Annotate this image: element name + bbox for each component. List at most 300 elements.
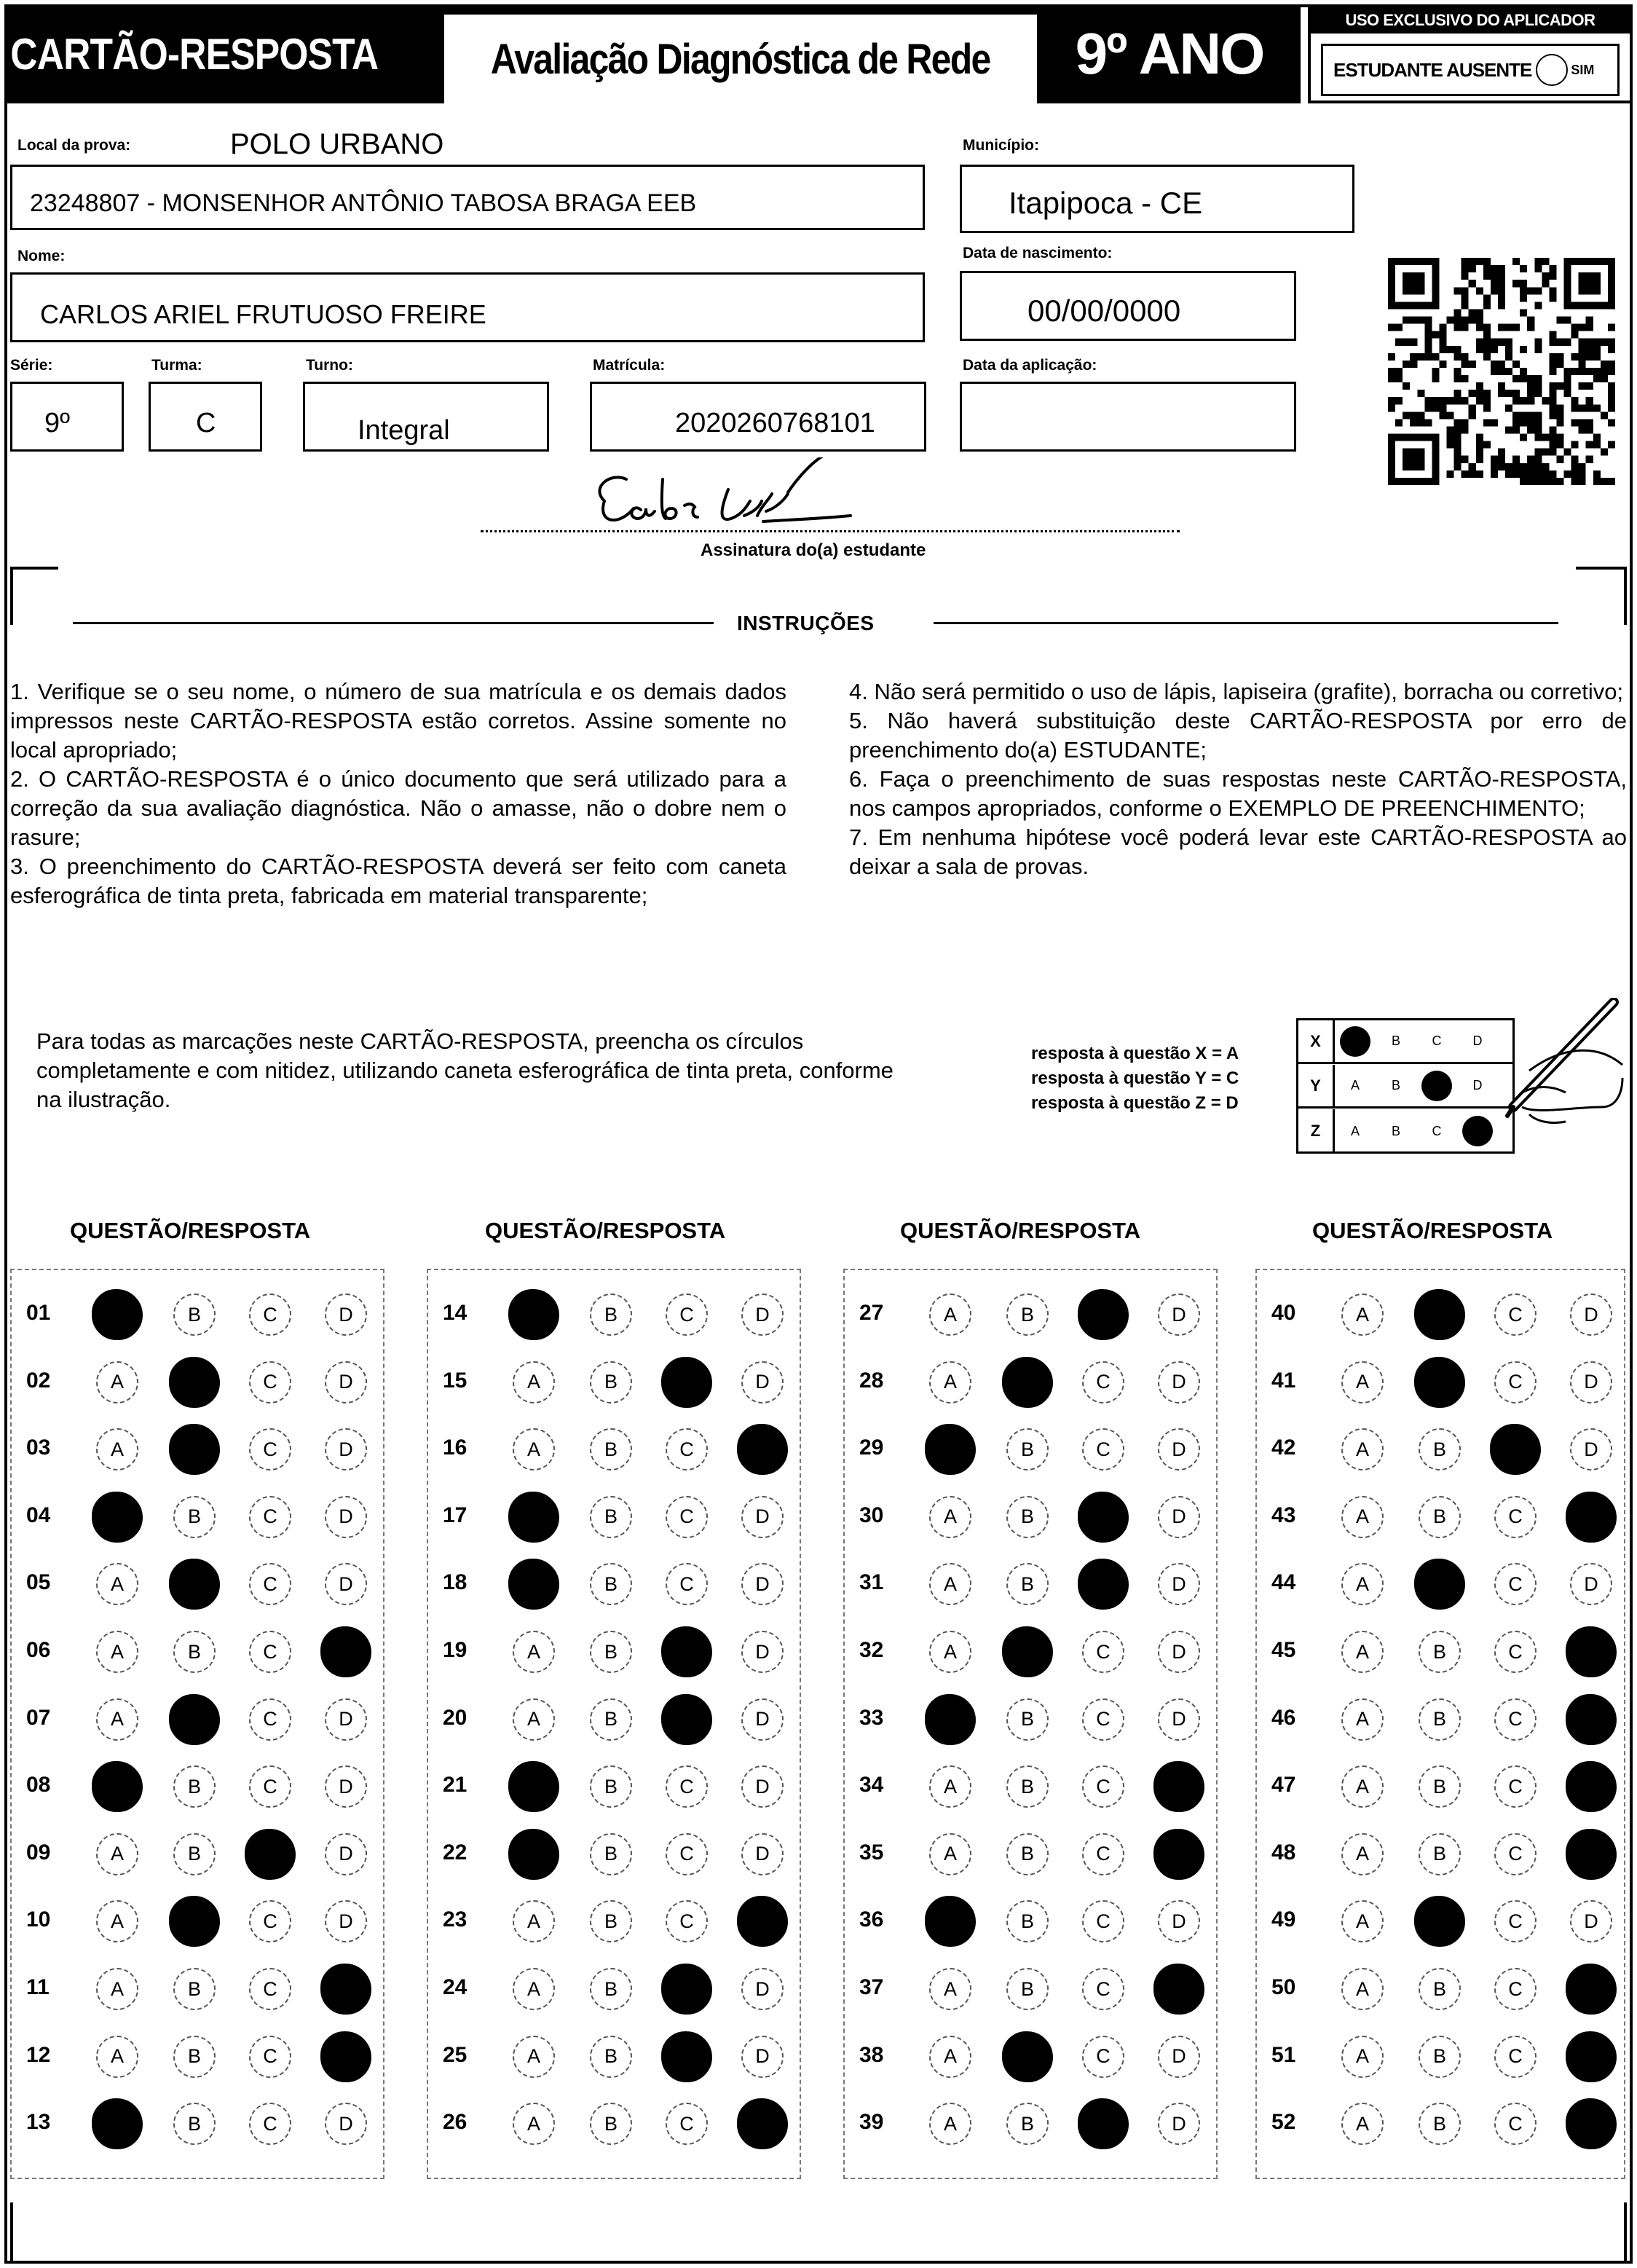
nascimento-field	[960, 271, 1296, 341]
question-row	[12, 1685, 383, 1754]
answer-bubble-a[interactable]: A	[513, 2103, 555, 2145]
answer-bubble-b[interactable]: B	[1006, 1765, 1049, 1808]
answer-bubble-c[interactable]: C	[1082, 1833, 1124, 1875]
instructions-right-column	[849, 677, 1627, 881]
answer-bubble-d[interactable]: D	[741, 2036, 784, 2078]
municipio-value: Itapipoca - CE	[1009, 186, 1203, 220]
answer-bubble-a[interactable]: A	[1341, 2036, 1384, 2078]
answer-bubble-d[interactable]: D	[325, 2103, 367, 2145]
answer-bubble-filled[interactable]	[1153, 1829, 1204, 1880]
answer-bubble-b[interactable]: B	[1006, 2103, 1049, 2145]
question-row	[12, 1483, 383, 1551]
answer-bubble-d[interactable]: D	[1570, 1294, 1612, 1336]
question-row	[428, 1280, 800, 1349]
answer-bubble-d[interactable]: D	[1570, 1900, 1612, 1942]
answer-bubble-b[interactable]: B	[590, 1428, 632, 1470]
answer-bubble-a[interactable]: A	[96, 2036, 138, 2078]
answer-bubble-d[interactable]: D	[1158, 1631, 1200, 1673]
answer-bubble-a[interactable]: A	[513, 1968, 555, 2010]
answer-bubble-b[interactable]: B	[590, 2103, 632, 2145]
answer-bubble-d[interactable]: D	[1158, 1361, 1200, 1403]
instructions-bracket-left	[10, 567, 58, 625]
question-number: 06	[26, 1638, 51, 1662]
question-row	[845, 1483, 1216, 1551]
answer-bubble-c[interactable]: C	[666, 1900, 708, 1942]
answer-bubble-c[interactable]: C	[1494, 1765, 1537, 1808]
answer-bubble-c[interactable]: C	[249, 1968, 291, 2010]
answer-bubble-b[interactable]: B	[590, 1968, 632, 2010]
answer-bubble-b[interactable]: B	[173, 1631, 216, 1673]
answer-bubble-a[interactable]: A	[1341, 1631, 1384, 1673]
answer-bubble-filled[interactable]	[1414, 1559, 1465, 1610]
question-number: 08	[26, 1773, 51, 1798]
answer-bubble-b[interactable]: B	[173, 1765, 216, 1808]
question-number: 51	[1271, 2042, 1296, 2067]
answer-bubble-filled[interactable]	[737, 2098, 788, 2149]
answer-bubble-filled[interactable]	[1566, 1626, 1617, 1677]
answer-bubble-d[interactable]: D	[1158, 1496, 1200, 1538]
answer-bubble-filled[interactable]	[1078, 1559, 1129, 1610]
answer-bubble-filled[interactable]	[1002, 1357, 1053, 1408]
answer-bubble-b[interactable]: B	[590, 1900, 632, 1942]
answer-bubble-d[interactable]: D	[741, 1698, 784, 1741]
answer-bubble-filled[interactable]	[169, 1424, 220, 1475]
question-number: 15	[443, 1368, 468, 1393]
answer-bubble-d[interactable]: D	[741, 1833, 784, 1875]
answer-bubble-filled[interactable]	[320, 2031, 371, 2082]
answer-bubble-d[interactable]: D	[1158, 1428, 1200, 1470]
question-row	[845, 1752, 1216, 1821]
answer-bubble-b[interactable]: B	[1006, 1968, 1049, 2010]
answer-bubble-c[interactable]: C	[249, 2103, 291, 2145]
answer-bubble-d[interactable]: D	[1158, 2103, 1200, 2145]
answer-bubble-a[interactable]: A	[96, 1631, 138, 1673]
answer-bubble-b[interactable]: B	[173, 1968, 216, 2010]
answer-bubble-c[interactable]: C	[249, 1563, 291, 1605]
answer-bubble-b[interactable]: B	[1006, 1833, 1049, 1875]
answer-bubble-c[interactable]: C	[1494, 2036, 1537, 2078]
answer-bubble-c[interactable]: C	[1494, 2103, 1537, 2145]
answer-bubble-b[interactable]: B	[173, 2036, 216, 2078]
answer-bubble-a[interactable]: A	[1341, 1294, 1384, 1336]
question-row	[1257, 1348, 1624, 1417]
answer-bubble-c[interactable]: C	[1082, 2036, 1124, 2078]
question-row	[12, 1550, 383, 1618]
answer-bubble-c[interactable]: C	[666, 1496, 708, 1538]
question-row	[428, 1483, 800, 1551]
question-number: 36	[859, 1907, 884, 1932]
answer-bubble-b[interactable]: B	[590, 1765, 632, 1808]
answer-bubble-a[interactable]: A	[513, 1900, 555, 1942]
answer-bubble-d[interactable]: D	[741, 1563, 784, 1605]
question-row	[845, 1618, 1216, 1686]
answer-bubble-filled[interactable]	[508, 1559, 559, 1610]
answer-bubble-filled[interactable]	[1566, 1492, 1617, 1543]
answer-bubble-filled[interactable]	[169, 1559, 220, 1610]
question-number: 12	[26, 2042, 51, 2067]
answer-bubble-filled[interactable]	[92, 2098, 143, 2149]
answer-bubble-filled[interactable]	[1078, 1492, 1129, 1543]
answer-bubble-b[interactable]: B	[1419, 1833, 1461, 1875]
answer-bubble-a[interactable]: A	[513, 1361, 555, 1403]
answer-bubble-a[interactable]: A	[929, 1765, 971, 1808]
answer-bubble-a[interactable]: A	[1341, 2103, 1384, 2145]
answer-bubble-filled[interactable]	[1002, 2031, 1053, 2082]
answer-bubble-filled[interactable]	[320, 1964, 371, 2015]
answer-bubble-c[interactable]: C	[1494, 1361, 1537, 1403]
answer-bubble-filled[interactable]	[1078, 2098, 1129, 2149]
answer-bubble-filled[interactable]	[1153, 1964, 1204, 2015]
question-number: 38	[859, 2042, 884, 2067]
answer-bubble-a[interactable]: A	[1341, 1765, 1384, 1808]
answer-bubble-filled[interactable]	[508, 1289, 559, 1340]
answer-bubble-c[interactable]: C	[666, 1563, 708, 1605]
question-number: 34	[859, 1773, 884, 1798]
answer-bubble-b[interactable]: B	[1419, 1698, 1461, 1741]
answer-bubble-d[interactable]: D	[741, 1294, 784, 1336]
answer-bubble-d[interactable]: D	[1158, 2036, 1200, 2078]
answer-column	[1255, 1269, 1625, 2179]
applicator-box	[1308, 4, 1633, 103]
answer-bubble-b[interactable]: B	[590, 1833, 632, 1875]
question-number: 37	[859, 1975, 884, 1999]
answer-bubble-c[interactable]: C	[1082, 1631, 1124, 1673]
answer-bubble-filled[interactable]	[508, 1492, 559, 1543]
question-row	[1257, 1415, 1624, 1484]
answer-bubble-a[interactable]: A	[929, 1361, 971, 1403]
answer-bubble-b[interactable]: B	[590, 1563, 632, 1605]
example-filled-dot	[1421, 1071, 1452, 1101]
answer-column	[843, 1269, 1218, 2179]
answer-bubble-d[interactable]: D	[741, 1968, 784, 2010]
question-number: 02	[26, 1368, 51, 1393]
answer-bubble-c[interactable]: C	[666, 2103, 708, 2145]
answer-bubble-d[interactable]: D	[1570, 1428, 1612, 1470]
answer-bubble-c[interactable]: C	[1082, 1900, 1124, 1942]
question-row	[12, 1887, 383, 1956]
answer-bubble-a[interactable]: A	[96, 1428, 138, 1470]
question-number: 39	[859, 2110, 884, 2135]
answer-bubble-d[interactable]: D	[325, 1428, 367, 1470]
answer-bubble-a[interactable]: A	[513, 2036, 555, 2078]
matricula-field	[590, 382, 926, 452]
answer-bubble-b[interactable]: B	[1419, 1968, 1461, 2010]
answer-bubble-d[interactable]: D	[325, 1563, 367, 1605]
answer-bubble-filled[interactable]	[245, 1829, 296, 1880]
question-row	[428, 1820, 800, 1889]
question-row	[845, 1955, 1216, 2023]
answer-bubble-c[interactable]: C	[1494, 1968, 1537, 2010]
answer-bubble-a[interactable]: A	[1341, 1833, 1384, 1875]
answer-bubble-d[interactable]: D	[325, 1496, 367, 1538]
answer-bubble-filled[interactable]	[1566, 2098, 1617, 2149]
answer-bubble-b[interactable]: B	[1006, 1428, 1049, 1470]
answer-bubble-a[interactable]: A	[1341, 1698, 1384, 1741]
answer-bubble-d[interactable]: D	[741, 1631, 784, 1673]
answer-bubble-d[interactable]: D	[741, 1361, 784, 1403]
question-row	[428, 2023, 800, 2091]
signature-line	[481, 530, 1180, 532]
answer-bubble-b[interactable]: B	[590, 1496, 632, 1538]
answer-bubble-a[interactable]: A	[96, 1968, 138, 2010]
answer-bubble-d[interactable]: D	[1158, 1698, 1200, 1741]
answer-bubble-filled[interactable]	[169, 1694, 220, 1745]
answer-bubble-c[interactable]: C	[1082, 1428, 1124, 1470]
answer-bubble-filled[interactable]	[661, 2031, 712, 2082]
question-row	[428, 1752, 800, 1821]
serie-field	[10, 382, 124, 452]
answer-bubble-filled[interactable]	[92, 1289, 143, 1340]
answer-bubble-filled[interactable]	[169, 1357, 220, 1408]
answer-bubble-b[interactable]: B	[1006, 1496, 1049, 1538]
nome-value: CARLOS ARIEL FRUTUOSO FREIRE	[40, 299, 486, 329]
turno-field	[303, 382, 549, 452]
answer-bubble-filled[interactable]	[661, 1357, 712, 1408]
answer-bubble-b[interactable]: B	[1419, 1765, 1461, 1808]
answer-bubble-c[interactable]: C	[249, 1631, 291, 1673]
answer-bubble-b[interactable]: B	[1006, 1294, 1049, 1336]
question-row	[1257, 2090, 1624, 2158]
answer-bubble-b[interactable]: B	[1419, 1428, 1461, 1470]
answer-bubble-b[interactable]: B	[1419, 1631, 1461, 1673]
answer-bubble-c[interactable]: C	[249, 1900, 291, 1942]
question-number: 07	[26, 1705, 51, 1730]
question-row	[845, 1280, 1216, 1349]
serie-value: 9º	[44, 408, 71, 438]
answer-bubble-filled[interactable]	[661, 1626, 712, 1677]
answer-bubble-a[interactable]: A	[929, 1496, 971, 1538]
answer-bubble-a[interactable]: A	[96, 1833, 138, 1875]
matricula-value: 2020260768101	[675, 408, 875, 438]
answer-bubble-d[interactable]: D	[741, 1496, 784, 1538]
answer-bubble-b[interactable]: B	[173, 1294, 216, 1336]
pen-illustration-icon	[1478, 998, 1624, 1136]
serie-label: Série:	[10, 357, 53, 374]
question-row	[845, 1415, 1216, 1484]
answer-bubble-filled[interactable]	[1414, 1357, 1465, 1408]
answer-bubble-c[interactable]: C	[1494, 1631, 1537, 1673]
question-number: 17	[443, 1503, 468, 1527]
answer-bubble-a[interactable]: A	[513, 1631, 555, 1673]
answer-bubble-d[interactable]: D	[1158, 1563, 1200, 1605]
answer-bubble-filled[interactable]	[1490, 1424, 1541, 1475]
answer-bubble-filled[interactable]	[1153, 1761, 1204, 1812]
answer-bubble-filled[interactable]	[1002, 1626, 1053, 1677]
question-number: 05	[26, 1570, 51, 1595]
question-number: 32	[859, 1638, 884, 1662]
answer-bubble-filled[interactable]	[92, 1492, 143, 1543]
example-option: B	[1391, 1078, 1400, 1092]
instruction-item: 5. Não haverá substituição deste CARTÃO-RESPOSTA por erro de preenchimento do(a) ESTUDANTE;	[849, 708, 1627, 763]
answer-bubble-c[interactable]: C	[666, 1765, 708, 1808]
student-absent-yes-label: SIM	[1571, 62, 1595, 77]
answer-bubble-d[interactable]: D	[325, 1361, 367, 1403]
answer-bubble-a[interactable]: A	[1341, 1968, 1384, 2010]
answer-bubble-filled[interactable]	[92, 1761, 143, 1812]
example-row-key: Y	[1298, 1065, 1335, 1106]
answer-bubble-c[interactable]: C	[1082, 1698, 1124, 1741]
answer-bubble-c[interactable]: C	[1494, 1900, 1537, 1942]
answer-bubble-filled[interactable]	[320, 1626, 371, 1677]
answer-bubble-d[interactable]: D	[325, 1833, 367, 1875]
answer-bubble-d[interactable]: D	[325, 1698, 367, 1741]
question-row	[428, 1550, 800, 1618]
answer-bubble-c[interactable]: C	[666, 1428, 708, 1470]
question-number: 14	[443, 1301, 468, 1325]
answer-bubble-c[interactable]: C	[666, 1833, 708, 1875]
nome-label: Nome:	[17, 248, 66, 264]
instructions-bracket-right	[1576, 567, 1627, 625]
answer-bubble-c[interactable]: C	[249, 1361, 291, 1403]
answer-bubble-a[interactable]: A	[929, 1833, 971, 1875]
question-number: 42	[1271, 1436, 1296, 1460]
nascimento-value: 00/00/0000	[1027, 294, 1181, 328]
answer-bubble-b[interactable]: B	[1006, 1900, 1049, 1942]
question-number: 29	[859, 1436, 884, 1460]
answer-bubble-c[interactable]: C	[1494, 1833, 1537, 1875]
answer-bubble-filled[interactable]	[1566, 1761, 1617, 1812]
answer-bubble-b[interactable]: B	[1006, 1563, 1049, 1605]
question-row	[428, 1415, 800, 1484]
answer-bubble-a[interactable]: A	[1341, 1428, 1384, 1470]
answer-bubble-b[interactable]: B	[1419, 1496, 1461, 1538]
answer-bubble-filled[interactable]	[169, 1896, 220, 1947]
question-row	[428, 1618, 800, 1686]
question-row	[1257, 1685, 1624, 1754]
question-row	[428, 1348, 800, 1417]
question-number: 41	[1271, 1368, 1296, 1393]
answer-bubble-c[interactable]: C	[249, 1765, 291, 1808]
answer-bubble-a[interactable]: A	[513, 1698, 555, 1741]
answer-bubble-b[interactable]: B	[1419, 2036, 1461, 2078]
answer-bubble-a[interactable]: A	[96, 1361, 138, 1403]
turma-field	[149, 382, 262, 452]
answer-bubble-filled[interactable]	[925, 1896, 976, 1947]
answer-bubble-filled[interactable]	[661, 1694, 712, 1745]
answer-bubble-d[interactable]: D	[1570, 1563, 1612, 1605]
exam-title: Avaliação Diagnóstica de Rede	[491, 35, 990, 83]
answer-bubble-b[interactable]: B	[173, 2103, 216, 2145]
question-number: 33	[859, 1705, 884, 1730]
answer-bubble-b[interactable]: B	[590, 1698, 632, 1741]
example-row-key: Z	[1298, 1109, 1335, 1153]
answer-bubble-a[interactable]: A	[929, 2036, 971, 2078]
question-row	[1257, 1618, 1624, 1686]
answer-bubble-a[interactable]: A	[1341, 1361, 1384, 1403]
example-legend-line: resposta à questão Z = D	[1031, 1093, 1239, 1113]
answer-bubble-filled[interactable]	[1566, 1829, 1617, 1880]
question-row	[12, 1618, 383, 1686]
answer-bubble-filled[interactable]	[1566, 2031, 1617, 2082]
answer-bubble-c[interactable]: C	[1082, 1361, 1124, 1403]
answer-bubble-filled[interactable]	[661, 1964, 712, 2015]
answer-bubble-a[interactable]: A	[1341, 1900, 1384, 1942]
answer-bubble-filled[interactable]	[1414, 1896, 1465, 1947]
answer-bubble-b[interactable]: B	[173, 1496, 216, 1538]
answer-bubble-a[interactable]: A	[929, 1294, 971, 1336]
answer-bubble-c[interactable]: C	[249, 1496, 291, 1538]
student-absent-bubble[interactable]	[1536, 54, 1568, 86]
answer-bubble-a[interactable]: A	[513, 1428, 555, 1470]
answer-bubble-a[interactable]: A	[929, 2103, 971, 2145]
answer-bubble-filled[interactable]	[1078, 1289, 1129, 1340]
example-filled-bubble	[1335, 1020, 1376, 1062]
answer-bubble-c[interactable]: C	[1494, 1496, 1537, 1538]
answer-bubble-a[interactable]: A	[96, 1563, 138, 1605]
question-number: 48	[1271, 1840, 1296, 1865]
answer-bubble-d[interactable]: D	[1570, 1361, 1612, 1403]
answer-bubble-d[interactable]: D	[325, 1294, 367, 1336]
answer-bubble-filled[interactable]	[1414, 1289, 1465, 1340]
answer-bubble-filled[interactable]	[737, 1896, 788, 1947]
answer-bubble-c[interactable]: C	[1494, 1698, 1537, 1741]
answer-bubble-filled[interactable]	[1566, 1964, 1617, 2015]
answer-bubble-filled[interactable]	[508, 1829, 559, 1880]
answer-bubble-b[interactable]: B	[173, 1833, 216, 1875]
question-row	[1257, 1280, 1624, 1349]
answer-bubble-d[interactable]: D	[325, 1765, 367, 1808]
school-field	[10, 165, 925, 230]
question-row	[428, 1955, 800, 2023]
question-row	[1257, 1820, 1624, 1889]
answer-bubble-c[interactable]: C	[1494, 1563, 1537, 1605]
answer-bubble-c[interactable]: C	[1494, 1294, 1537, 1336]
municipio-label: Município:	[963, 137, 1039, 154]
answer-bubble-d[interactable]: D	[325, 1900, 367, 1942]
grade-label: 9º ANO	[1075, 21, 1264, 86]
answer-bubble-b[interactable]: B	[1419, 2103, 1461, 2145]
answer-bubble-filled[interactable]	[737, 1424, 788, 1475]
answer-bubble-c[interactable]: C	[666, 1294, 708, 1336]
answer-bubble-filled[interactable]	[925, 1694, 976, 1745]
answer-bubble-a[interactable]: A	[1341, 1563, 1384, 1605]
answer-bubble-c[interactable]: C	[249, 1294, 291, 1336]
answer-bubble-a[interactable]: A	[96, 1900, 138, 1942]
answer-bubble-a[interactable]: A	[1341, 1496, 1384, 1538]
answer-bubble-a[interactable]: A	[929, 1563, 971, 1605]
answer-bubble-a[interactable]: A	[96, 1698, 138, 1741]
answer-bubble-c[interactable]: C	[1082, 1765, 1124, 1808]
answer-bubble-filled[interactable]	[1566, 1694, 1617, 1745]
answer-bubble-b[interactable]: B	[590, 2036, 632, 2078]
question-number: 28	[859, 1368, 884, 1393]
fill-instruction-note: Para todas as marcações neste CARTÃO-RESPOSTA, preencha os círculos completamente e com nitidez, utilizando caneta esferográfica de tinta preta, conforme na ilustração.	[36, 1028, 894, 1112]
answer-bubble-b[interactable]: B	[1006, 1698, 1049, 1741]
question-number: 47	[1271, 1773, 1296, 1798]
answer-bubble-d[interactable]: D	[1158, 1294, 1200, 1336]
answer-bubble-a[interactable]: A	[929, 1968, 971, 2010]
question-number: 22	[443, 1840, 468, 1865]
answer-bubble-d[interactable]: D	[741, 1765, 784, 1808]
answer-bubble-c[interactable]: C	[249, 1698, 291, 1741]
instruction-item: 4. Não será permitido o uso de lápis, lapiseira (grafite), borracha ou corretivo;	[849, 679, 1624, 704]
question-number: 44	[1271, 1570, 1296, 1595]
answer-bubble-c[interactable]: C	[249, 2036, 291, 2078]
answer-bubble-b[interactable]: B	[590, 1361, 632, 1403]
question-row	[12, 1820, 383, 1889]
answer-bubble-c[interactable]: C	[1082, 1968, 1124, 2010]
card-title: CARTÃO-RESPOSTA	[10, 29, 379, 79]
answer-bubble-b[interactable]: B	[590, 1294, 632, 1336]
answer-bubble-c[interactable]: C	[249, 1428, 291, 1470]
answer-bubble-filled[interactable]	[508, 1761, 559, 1812]
answer-bubble-filled[interactable]	[925, 1424, 976, 1475]
answer-bubble-a[interactable]: A	[929, 1631, 971, 1673]
answer-bubble-b[interactable]: B	[590, 1631, 632, 1673]
question-number: 49	[1271, 1907, 1296, 1932]
question-number: 11	[26, 1975, 50, 1999]
answer-bubble-d[interactable]: D	[1158, 1900, 1200, 1942]
